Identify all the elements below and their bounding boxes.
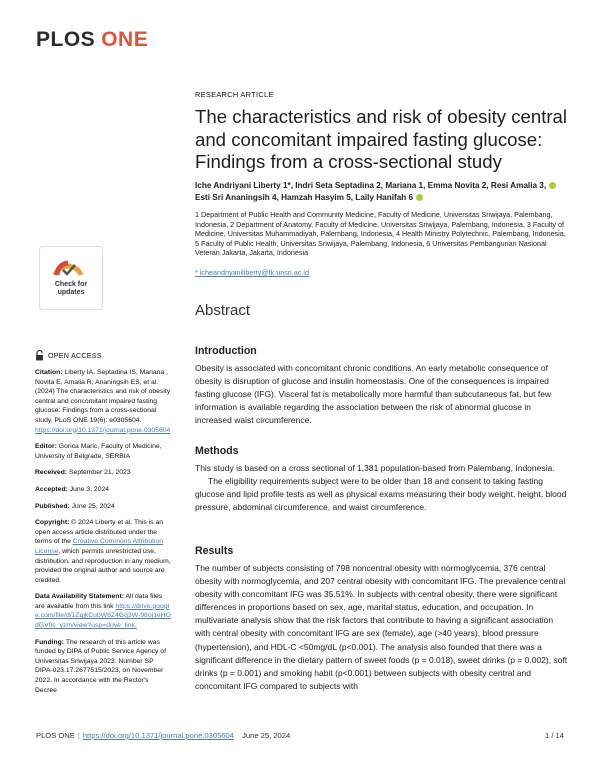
open-access-label	[35, 350, 171, 361]
article-title: The characteristics and risk of obesity central and concomitant impaired fasting glucose: Findings from a cross-sectional study	[195, 106, 568, 172]
accepted-label: Accepted:	[35, 485, 68, 493]
author-list	[195, 180, 570, 204]
introduction-section	[195, 345, 570, 427]
data-availability-text: All data files are available from this link	[35, 593, 163, 610]
copyright-block	[35, 518, 171, 585]
methods-section	[195, 445, 570, 514]
accepted-date: June 3, 2024	[67, 485, 110, 493]
results-text: The number of subjects consisting of 798 noncentral obesity with normoglycemia, 376 central obesity with normoglycemia, and 207 central obesity with concomitant IFG. The prevalence central obesity with concomitant IFG was 35.51%. In subjects with central obesity, there were significant differences in proportions based on sex, age, marital status, education, and occupation. In multivariate analysis show that the risk factors that contribute to having a significant association with central obesity with concomitant IFG are sex (female), age (>40 years), blood pressure (hypertension), and HDL-C <50mg/dL (p<0.001). The analysis also founded that there was a significant difference in the dietary pattern of sweet foods (p = 0.018), sweet drinks (p = 0.002), soft drinks (p = 0.001) and smoking habit (p<0.001) between subjects with obesity central and concomitant IFG compared to subjects with	[195, 563, 568, 691]
received-label: Received:	[35, 469, 68, 477]
editor-text: Gorica Maric, Faculty of Medicine, University of Belgrade, SERBIA	[35, 443, 162, 460]
methods-heading: Methods	[195, 445, 239, 457]
citation-block	[35, 368, 171, 435]
sidebar	[35, 246, 171, 695]
authors-line-2-text: Esti Sri Ananingsih 4, Hamzah Hasyim 5, Laily Hanifah 6	[195, 193, 414, 202]
copyright-label: Copyright:	[35, 519, 70, 527]
introduction-heading: Introduction	[195, 345, 257, 357]
results-section	[195, 545, 570, 693]
citation-doi-link[interactable]: https://doi.org/10.1371/journal.pone.0305604	[35, 426, 171, 434]
page-footer: PLOS ONE | https://doi.org/10.1371/journal.pone.0305604 June 25, 2024 1 / 14	[36, 731, 564, 740]
corresponding-email	[195, 268, 570, 277]
published-date: June 25, 2024	[69, 502, 115, 510]
editor-label: Editor:	[35, 443, 57, 451]
badge-label	[40, 281, 102, 297]
email-link[interactable]: * icheandriyaniliberty@fk.unsri.ac.id	[195, 268, 309, 277]
funding-block	[35, 638, 171, 696]
logo-one: ONE	[101, 28, 149, 51]
citation-label: Citation:	[35, 369, 63, 376]
funding-text: The research of this article was funded by DIPA of Public Service Agency of Universitas Sriwijaya 2023. Number SP DIPA-023.17.2677515/2023, on November 2022. In accordance with the Rector's Decree	[35, 638, 166, 694]
page-number: 1 / 14	[545, 731, 564, 740]
data-link[interactable]: https://drive.google.com/file/d/1ZqjkCubW8Z4Gq3W-98oj1eHOdGV0c_yzm/view?usp=drive_link.	[35, 602, 171, 630]
authors-line-1	[195, 180, 570, 192]
published-block	[35, 502, 171, 512]
open-access-text: OPEN ACCESS	[48, 350, 102, 360]
funding-label: Funding:	[35, 638, 65, 646]
license-link[interactable]: Creative Commons Attribution License	[35, 538, 164, 555]
data-availability-block	[35, 592, 171, 630]
check-updates-icon	[51, 253, 85, 279]
published-label: Published:	[35, 502, 70, 510]
footer-doi-link[interactable]: https://doi.org/10.1371/journal.pone.0305604	[82, 731, 234, 740]
data-availability-label: Data Availability Statement:	[35, 593, 125, 601]
journal-logo[interactable]	[36, 28, 148, 52]
orcid-icon[interactable]	[549, 182, 556, 189]
editor-block	[35, 442, 171, 461]
methods-text-1: This study is based on a cross sectional of 1,381 population-based from Palembang, Indonesia.	[195, 463, 555, 473]
footer-journal: PLOS ONE	[36, 731, 75, 740]
methods-text-2: The eligibility requirements subject were to be older than 18 and consent to taking fasting glucose and lipid profile tests as well as physical exams measuring their body weight, height, blood pressure, abdominal circumference, and waist circumference.	[195, 476, 567, 513]
copyright-text-2: , which permits unrestricted use, distribution, and reproduction in any medium, provided the original author and source are credited.	[35, 547, 171, 584]
received-block	[35, 468, 171, 478]
orcid-icon[interactable]	[416, 194, 423, 201]
check-for-updates-badge[interactable]	[39, 246, 103, 310]
citation-text: Liberty IA, Septadina IS, Mariana , Novita E, Amalia R, Ananingsih ES, et al. (2024) The characteristics and risk of obesity central and concomitant impaired fasting glucose: Findings from a cross-sectional study. PLoS ONE 19(6): e0305604.	[35, 369, 171, 424]
received-date: September 21, 2023	[67, 469, 131, 477]
authors-line-2	[195, 192, 570, 204]
copyright-text-1: © 2024 Liberty et al. This is an open access article distributed under the terms of the	[35, 519, 164, 546]
affiliations: 1 Department of Public Health and Community Medicine, Faculty of Medicine, Universitas Sriwijaya, Palembang, Indonesia, 2 Department of Anatomy, Faculty of Medicine, Universitas Sriwijaya, Palembang, Indonesia, 3 Faculty of Medicine, Universitas Muhammadiyah, Palembang, Indonesia, 4 Health Ministry Polytechnic, Palembang, Indonesia, 5 Faculty of Public Health, Universitas Sriwijaya, Palembang, Indonesia, 6 Universitas Pembangunan Nasional Veteran Jakarta, Jakarta, Indonesia	[195, 210, 566, 258]
badge-line-1: Check for	[54, 281, 88, 288]
accepted-block	[35, 485, 171, 495]
abstract-heading: Abstract	[195, 302, 251, 319]
results-heading: Results	[195, 545, 234, 557]
badge-line-2: updates	[57, 289, 85, 296]
introduction-text: Obesity is associated with concomitant chronic conditions. An early metabolic consequence of obesity is disruption of glucose and insulin homeostasis. One of the consequences is impaired fasting glucose (IFG). Visceral fat is metabolically more harmful than subcutaneous fat, but few information is available regarding the association between the risk of abnormal glucose in increased waist circumference.	[195, 363, 552, 426]
footer-date: June 25, 2024	[242, 731, 291, 740]
authors-line-1-text: Iche Andriyani Liberty 1*, Indri Seta Septadina 2, Mariana 1, Emma Novita 2, Resi Amalia 3,	[195, 181, 547, 190]
open-lock-icon	[35, 350, 44, 361]
logo-plos: PLOS	[36, 28, 96, 51]
article-type: RESEARCH ARTICLE	[195, 90, 274, 99]
